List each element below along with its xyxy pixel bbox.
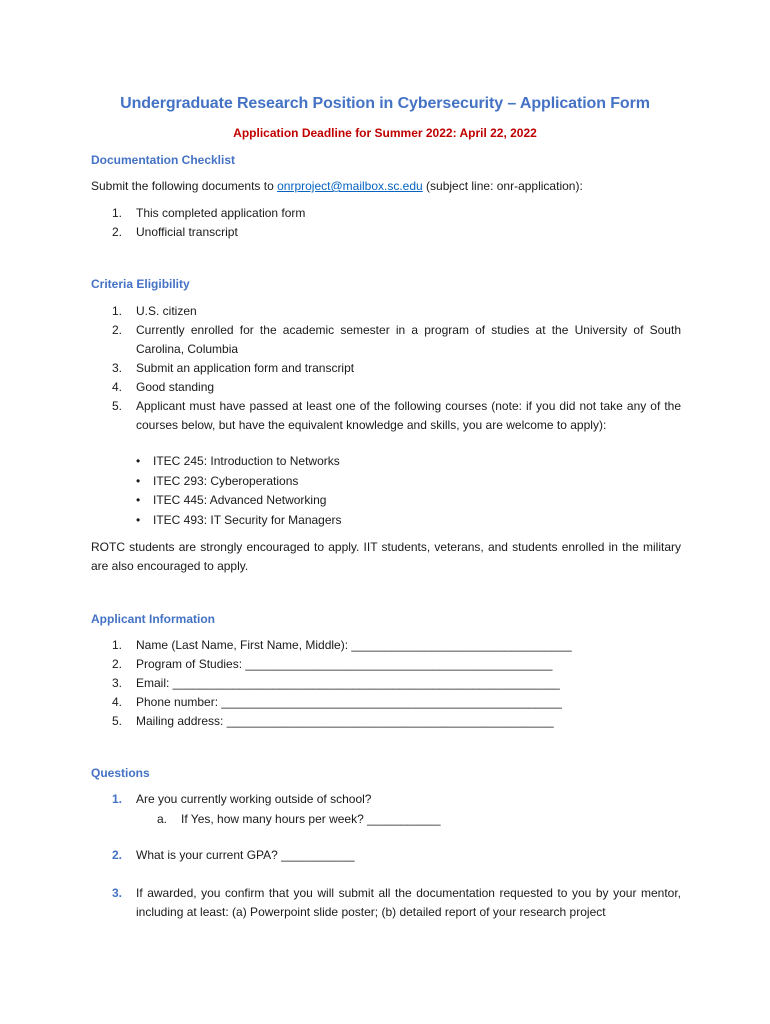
intro-text-after: (subject line: onr-application): [422,179,583,193]
documentation-intro [91,177,681,196]
list-item: 4. Good standing [112,380,215,394]
rotc-note: ROTC students are strongly encouraged to apply. IIT students, veterans, and students enrolled in the military are also encouraged to apply. [91,540,681,573]
criteria-heading: Criteria Eligibility [91,277,190,291]
email-link[interactable]: onrproject@mailbox.sc.edu [277,179,423,193]
list-item: 2. Unofficial transcript [112,225,238,239]
list-item: 1. This completed application form [112,206,306,220]
course-item: • ITEC 293: Cyberoperations [136,473,299,488]
email-field[interactable]: 3. Email: __________________________________________________________ [112,676,560,690]
course-item: • ITEC 245: Introduction to Networks [136,454,340,468]
documentation-list [91,204,681,242]
list-item: 3. Submit an application form and transcript [112,361,355,375]
documentation-heading: Documentation Checklist [91,153,236,167]
program-field[interactable]: 2. Program of Studies: ______________________________________________ [112,657,553,671]
mailing-address-field[interactable]: 5. Mailing address: _________________________________________________ [112,714,554,728]
course-item: • ITEC 445: Advanced Networking [136,493,327,507]
phone-field[interactable]: 4. Phone number: ___________________________________________________ [112,695,562,709]
intro-text-before: Submit the following documents to [91,179,278,193]
course-list [133,452,673,530]
questions-heading: Questions [91,766,150,780]
question-1: 1. Are you currently working outside of school? [112,792,372,806]
list-item: 1. U.S. citizen [112,304,197,318]
question-3: 3. If awarded, you confirm that you will submit all the documentation requested to you by your mentor, including at least: (a) Powerpoint slide poster; (b) detailed report of your research project [112,886,681,919]
applicant-fields [91,636,681,731]
list-item: 5. Applicant must have passed at least one of the following courses (note: if you did not take any of the courses below, but have the equivalent knowledge and skills, you are welcome to apply): [112,399,681,432]
list-item: 2. Currently enrolled for the academic semester in a program of studies at the University of South Carolina, Columbia [112,323,681,356]
page-title: Undergraduate Research Position in Cybersecurity – Application Form [120,95,650,112]
name-field[interactable]: 1. Name (Last Name, First Name, Middle): _________________________________ [112,638,572,652]
course-item: • ITEC 493: IT Security for Managers [136,512,342,527]
question-1a-field[interactable]: a. If Yes, how many hours per week? ___________ [157,812,441,826]
criteria-list [91,302,681,435]
gpa-question-field[interactable]: 2. What is your current GPA? ___________ [112,848,355,862]
applicant-heading: Applicant Information [91,612,215,626]
deadline-notice: Application Deadline for Summer 2022: April 22, 2022 [233,126,537,140]
